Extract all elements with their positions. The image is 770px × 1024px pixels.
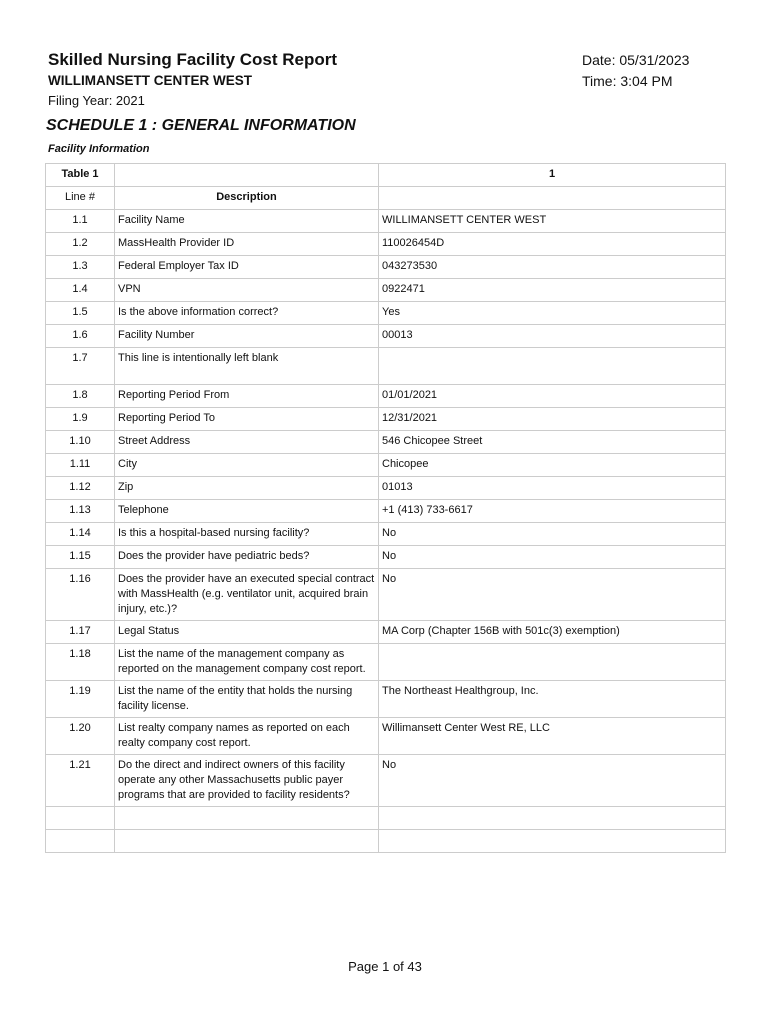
description-cell: Facility Number (115, 325, 379, 348)
value-cell: No (379, 755, 726, 807)
value-cell (379, 807, 726, 830)
description-cell: Facility Name (115, 210, 379, 233)
table-row (46, 500, 726, 523)
value-cell: 01/01/2021 (379, 385, 726, 408)
value-cell: The Northeast Healthgroup, Inc. (379, 681, 726, 718)
table-row (46, 210, 726, 233)
table-row (46, 477, 726, 500)
report-time: Time: 3:04 PM (582, 73, 673, 89)
table-row (46, 385, 726, 408)
line-number-cell: 1.17 (46, 621, 115, 644)
table-row (46, 644, 726, 681)
line-number-cell: 1.18 (46, 644, 115, 681)
empty-cell (379, 187, 726, 210)
line-number-cell: 1.19 (46, 681, 115, 718)
value-cell: Yes (379, 302, 726, 325)
description-cell: Is the above information correct? (115, 302, 379, 325)
line-number-cell: 1.20 (46, 718, 115, 755)
value-cell: 12/31/2021 (379, 408, 726, 431)
line-number-cell: 1.14 (46, 523, 115, 546)
description-cell: VPN (115, 279, 379, 302)
value-cell (379, 348, 726, 385)
table-row (46, 431, 726, 454)
description-cell (115, 807, 379, 830)
description-cell: Reporting Period From (115, 385, 379, 408)
line-number-cell: 1.1 (46, 210, 115, 233)
description-cell: Do the direct and indirect owners of this facility operate any other Massachusetts public payer programs that are provided to facility residents? (115, 755, 379, 807)
line-number-cell: 1.7 (46, 348, 115, 385)
description-cell: Reporting Period To (115, 408, 379, 431)
line-number-cell: 1.4 (46, 279, 115, 302)
table-row (46, 569, 726, 621)
table-row (46, 454, 726, 477)
value-cell: Willimansett Center West RE, LLC (379, 718, 726, 755)
value-cell (379, 644, 726, 681)
filing-year: Filing Year: 2021 (48, 93, 145, 108)
description-cell: List the name of the entity that holds the nursing facility license. (115, 681, 379, 718)
table-row (46, 621, 726, 644)
description-cell: This line is intentionally left blank (115, 348, 379, 385)
section-title: Facility Information (48, 143, 150, 155)
value-cell: MA Corp (Chapter 156B with 501c(3) exemption) (379, 621, 726, 644)
description-cell: MassHealth Provider ID (115, 233, 379, 256)
value-cell: 110026454D (379, 233, 726, 256)
description-cell: Zip (115, 477, 379, 500)
table-row (46, 302, 726, 325)
table-row (46, 546, 726, 569)
line-number-cell: 1.2 (46, 233, 115, 256)
facility-name-heading: WILLIMANSETT CENTER WEST (48, 73, 252, 88)
table-title-row (46, 164, 726, 187)
table-row (46, 755, 726, 807)
line-number-cell: 1.6 (46, 325, 115, 348)
description-cell: Federal Employer Tax ID (115, 256, 379, 279)
line-number-cell (46, 830, 115, 853)
table-row (46, 279, 726, 302)
value-cell: Chicopee (379, 454, 726, 477)
line-number-cell: 1.3 (46, 256, 115, 279)
line-number-cell: 1.9 (46, 408, 115, 431)
schedule-title: SCHEDULE 1 : GENERAL INFORMATION (46, 117, 356, 134)
table-row (46, 718, 726, 755)
value-cell: 0922471 (379, 279, 726, 302)
description-header: Description (115, 187, 379, 210)
description-cell: Is this a hospital-based nursing facility? (115, 523, 379, 546)
table-row (46, 523, 726, 546)
value-cell: 01013 (379, 477, 726, 500)
value-cell: +1 (413) 733-6617 (379, 500, 726, 523)
table-row (46, 681, 726, 718)
value-cell: 546 Chicopee Street (379, 431, 726, 454)
report-title: Skilled Nursing Facility Cost Report (48, 50, 338, 69)
column-index: 1 (379, 164, 726, 187)
table-row (46, 408, 726, 431)
page-number: Page 1 of 43 (348, 959, 422, 974)
table-row (46, 233, 726, 256)
value-cell: No (379, 546, 726, 569)
line-number-cell: 1.5 (46, 302, 115, 325)
line-number-cell: 1.11 (46, 454, 115, 477)
value-cell (379, 830, 726, 853)
line-number-cell: 1.15 (46, 546, 115, 569)
facility-info-table (45, 163, 726, 853)
value-cell: No (379, 569, 726, 621)
table-row (46, 325, 726, 348)
line-number-cell: 1.21 (46, 755, 115, 807)
line-number-cell (46, 807, 115, 830)
table-name: Table 1 (46, 164, 115, 187)
table-row (46, 807, 726, 830)
line-number-cell: 1.16 (46, 569, 115, 621)
description-cell: Telephone (115, 500, 379, 523)
table-header-row (46, 187, 726, 210)
description-cell: Legal Status (115, 621, 379, 644)
value-cell: WILLIMANSETT CENTER WEST (379, 210, 726, 233)
description-cell: List realty company names as reported on each realty company cost report. (115, 718, 379, 755)
line-number-cell: 1.13 (46, 500, 115, 523)
description-cell: Does the provider have an executed special contract with MassHealth (e.g. ventilator unit, acquired brain injury, etc.)? (115, 569, 379, 621)
value-cell: 00013 (379, 325, 726, 348)
description-cell: Does the provider have pediatric beds? (115, 546, 379, 569)
table-row (46, 830, 726, 853)
report-date: Date: 05/31/2023 (582, 52, 690, 68)
table-row (46, 256, 726, 279)
description-cell (115, 830, 379, 853)
table-row (46, 348, 726, 385)
description-cell: City (115, 454, 379, 477)
value-cell: No (379, 523, 726, 546)
description-cell: List the name of the management company as reported on the management company cost report. (115, 644, 379, 681)
description-cell: Street Address (115, 431, 379, 454)
value-cell: 043273530 (379, 256, 726, 279)
line-number-cell: 1.12 (46, 477, 115, 500)
line-number-cell: 1.8 (46, 385, 115, 408)
empty-cell (115, 164, 379, 187)
line-number-cell: 1.10 (46, 431, 115, 454)
line-number-header: Line # (46, 187, 115, 210)
